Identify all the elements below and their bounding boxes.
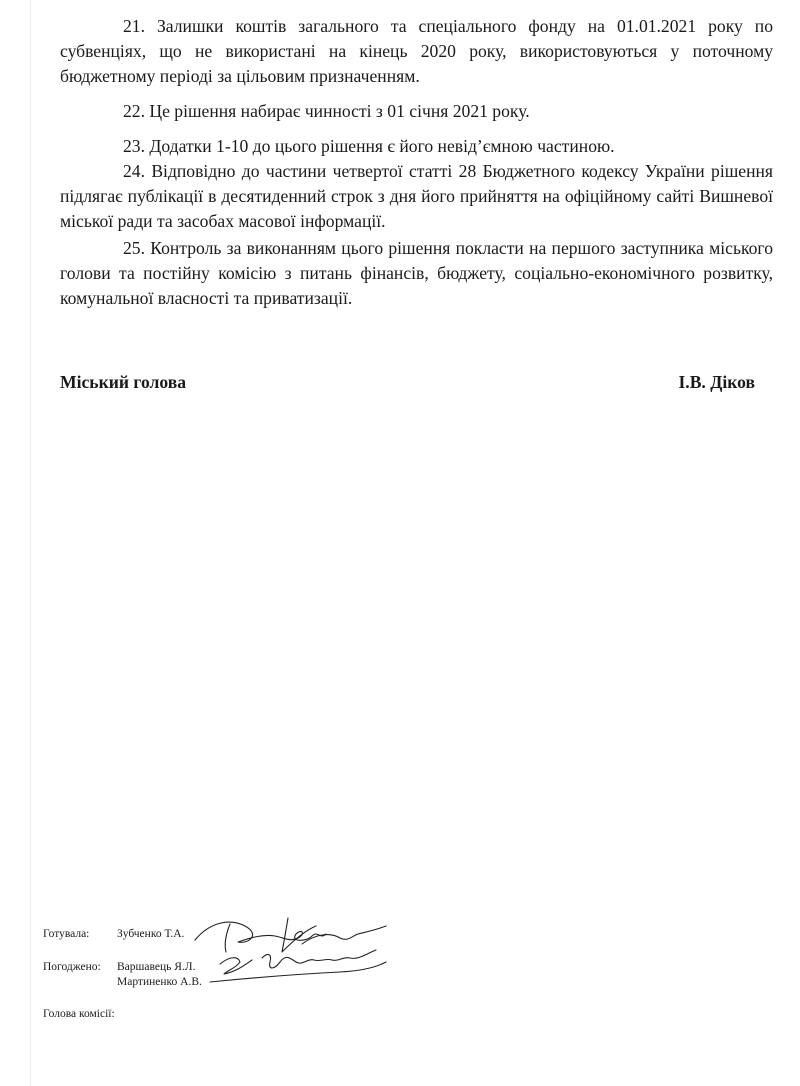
page-edge-line (30, 0, 31, 1086)
prepared-name: Зубченко Т.А. (117, 928, 185, 940)
approved-name-2: Мартиненко А.В. (117, 976, 202, 988)
mayor-title: Міський голова (60, 372, 187, 392)
paragraph-22: 22. Це рішення набирає чинності з 01 січня 2021 року. (123, 101, 530, 121)
paragraph-24: 24. Відповідно до частини четвертої статті 28 Бюджетного кодексу України рішення підлягає публікації в десятиденний строк з дня його прийняття на офіційному сайті Вишневої міської ради та засобах масової інформації. (60, 161, 773, 231)
handwritten-signature (190, 912, 400, 992)
paragraph-25: 25. Контроль за виконанням цього рішення покласти на першого заступника міського голови та постійну комісію з питань фінансів, бюджету, соціально-економічного розвитку, комунальної власності та приватизації. (60, 238, 773, 308)
mayor-name: І.В. Діков (678, 372, 755, 392)
paragraph-21: 21. Залишки коштів загального та спеціального фонду на 01.01.2021 року по субвенціях, що не використані на кінець 2020 року, використовуються у поточному бюджетному періоді за цільовим призначенням. (60, 16, 773, 86)
approved-label: Погоджено: (43, 961, 101, 973)
approved-name-1: Варшавець Я.Л. (117, 961, 196, 973)
paragraph-23: 23. Додатки 1-10 до цього рішення є його невід’ємною частиною. (123, 136, 615, 156)
prepared-label: Готувала: (43, 928, 90, 940)
committee-head-label: Голова комісії: (43, 1008, 115, 1020)
